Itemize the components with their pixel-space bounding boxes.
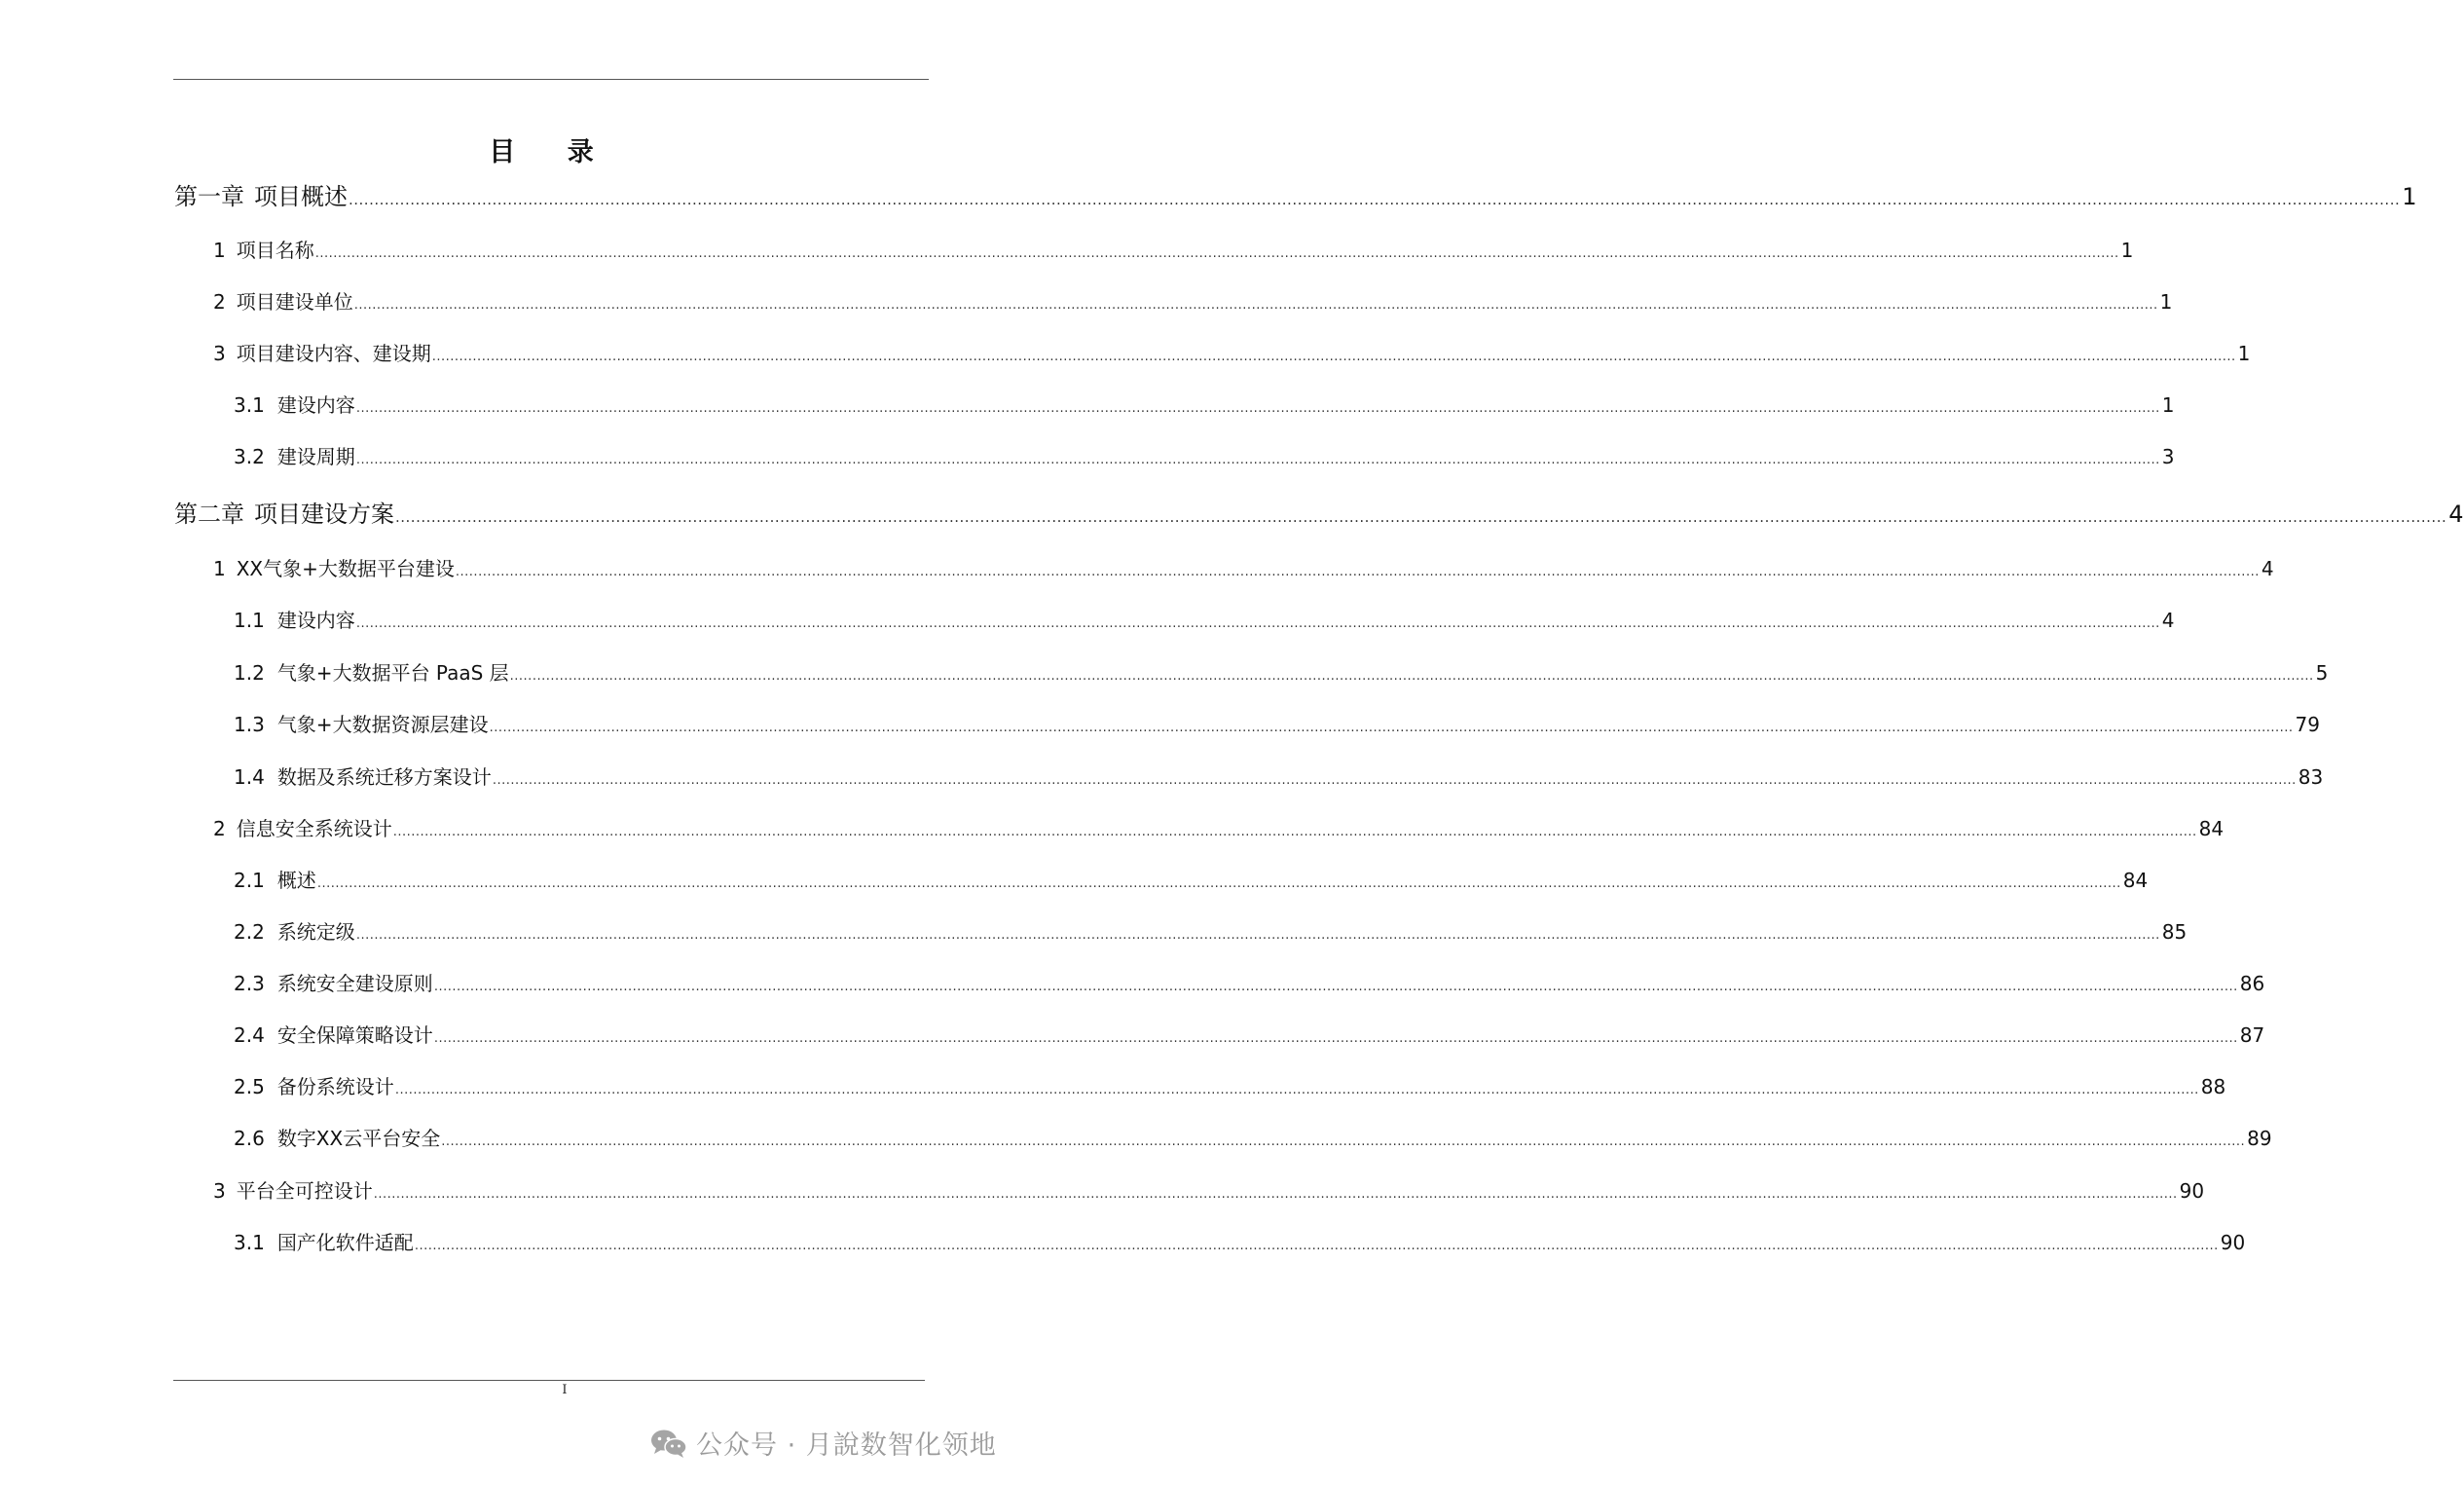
toc-entry-subsection[interactable] [234, 1227, 2246, 1255]
toc-dot-leader: ................................................................................................................................................................................................................................................................................................................................................................................................................ [373, 1187, 2178, 1202]
toc-entry-number: 1 [213, 239, 226, 262]
toc-entry-page: 89 [2247, 1127, 2272, 1150]
toc-entry-title: 信息安全系统设计 [236, 817, 392, 840]
toc-dot-leader: ................................................................................................................................................................................................................................................................................................................................................................................................................ [392, 825, 2197, 839]
toc-dot-leader: ................................................................................................................................................................................................................................................................................................................................................................................................................ [394, 1083, 2199, 1097]
toc-entry-page: 3 [2161, 445, 2175, 468]
toc-dot-leader: ................................................................................................................................................................................................................................................................................................................................................................................................................ [489, 721, 2294, 735]
toc-entry-page: 88 [2200, 1075, 2226, 1098]
toc-entry-title: 国产化软件适配 [276, 1231, 414, 1254]
toc-entry-number: 2 [213, 290, 226, 314]
toc-entry-title: 数据及系统迁移方案设计 [276, 765, 492, 789]
toc-entry-title: 气象+大数据平台 PaaS 层 [276, 661, 509, 685]
toc-entry-section[interactable] [213, 338, 2251, 366]
toc-entry-number: 1 [213, 557, 226, 580]
toc-entry-number: 第二章 [174, 501, 244, 528]
toc-entry-subsection[interactable] [234, 657, 2329, 686]
toc-entry-title: 项目名称 [236, 239, 314, 262]
toc-entry-number: 3.1 [234, 393, 265, 417]
toc-entry-section[interactable] [213, 1175, 2205, 1204]
toc-dot-leader: ................................................................................................................................................................................................................................................................................................................................................................................................................ [431, 350, 2236, 364]
header-rule [173, 79, 929, 80]
toc-entry-page: 1 [2120, 239, 2134, 262]
toc-entry-title: XX气象+大数据平台建设 [236, 557, 455, 580]
toc-dot-leader: ................................................................................................................................................................................................................................................................................................................................................................................................................ [414, 1239, 2219, 1253]
toc-entry-subsection[interactable] [234, 1071, 2226, 1099]
toc-entry-number: 3 [213, 1179, 226, 1203]
toc-entry-page: 85 [2161, 920, 2188, 944]
toc-dot-leader: ................................................................................................................................................................................................................................................................................................................................................................................................................ [441, 1134, 2246, 1149]
toc-entry-title: 项目概述 [254, 183, 348, 210]
toc-entry-title: 项目建设单位 [236, 290, 353, 314]
toc-entry-number: 2.5 [234, 1075, 265, 1098]
toc-entry-number: 第一章 [174, 183, 244, 210]
toc-entry-page: 84 [2122, 869, 2149, 892]
toc-entry-number: 2.3 [234, 972, 265, 995]
toc-entry-title: 概述 [276, 869, 316, 892]
toc-dot-leader: ................................................................................................................................................................................................................................................................................................................................................................................................................ [353, 298, 2158, 313]
toc-entry-title: 气象+大数据资源层建设 [276, 713, 489, 736]
toc-entry-number: 1.3 [234, 713, 265, 736]
toc-title: 目 录 [489, 137, 615, 167]
toc-entry-number: 2.6 [234, 1127, 265, 1150]
toc-dot-leader: ................................................................................................................................................................................................................................................................................................................................................................................................................ [492, 773, 2297, 788]
page-number: I [562, 1383, 568, 1397]
toc-entry-title: 平台全可控设计 [236, 1179, 373, 1203]
toc-entry-page: 90 [2220, 1231, 2246, 1254]
toc-entry-subsection[interactable] [234, 1020, 2265, 1048]
toc-entry-subsection[interactable] [234, 865, 2149, 893]
toc-entry-subsection[interactable] [234, 1123, 2272, 1151]
toc-entry-number: 3.2 [234, 445, 265, 468]
toc-entry-subsection[interactable] [234, 605, 2175, 633]
toc-entry-subsection[interactable] [234, 441, 2175, 469]
toc-entry-number: 3.1 [234, 1231, 265, 1254]
toc-entry-page: 84 [2198, 817, 2225, 840]
toc-entry-section[interactable] [213, 286, 2173, 315]
toc-entry-page: 83 [2298, 765, 2324, 789]
toc-entry-number: 1.2 [234, 661, 265, 685]
wechat-icon [649, 1428, 688, 1459]
toc-entry-page: 4 [2261, 557, 2274, 580]
toc-entry-subsection[interactable] [234, 968, 2265, 996]
toc-entry-subsection[interactable] [234, 762, 2324, 790]
watermark [649, 1424, 997, 1462]
toc-entry-number: 1.4 [234, 765, 265, 789]
toc-entry-title: 项目建设内容、建设期 [236, 342, 431, 365]
toc-entry-number: 2.4 [234, 1023, 265, 1047]
toc-dot-leader: ................................................................................................................................................................................................................................................................................................................................................................................................................ [433, 1031, 2238, 1046]
toc-entry-chapter[interactable] [174, 495, 2464, 529]
toc-dot-leader: ................................................................................................................................................................................................................................................................................................................................................................................................................ [395, 508, 2447, 526]
toc-entry-number: 1.1 [234, 609, 265, 632]
toc-entry-page: 1 [2161, 393, 2175, 417]
toc-dot-leader: ................................................................................................................................................................................................................................................................................................................................................................................................................ [433, 980, 2238, 994]
toc-entry-section[interactable] [213, 813, 2225, 841]
toc-entry-title: 建设内容 [276, 393, 355, 417]
toc-entry-title: 建设内容 [276, 609, 355, 632]
toc-entry-title: 备份系统设计 [276, 1075, 394, 1098]
toc-entry-subsection[interactable] [234, 390, 2175, 418]
toc-dot-leader: ................................................................................................................................................................................................................................................................................................................................................................................................................ [355, 616, 2160, 631]
toc-entry-page: 86 [2239, 972, 2265, 995]
toc-entry-section[interactable] [213, 553, 2274, 581]
toc-entry-title: 建设周期 [276, 445, 355, 468]
toc-dot-leader: ................................................................................................................................................................................................................................................................................................................................................................................................................ [355, 928, 2160, 943]
toc-dot-leader: ................................................................................................................................................................................................................................................................................................................................................................................................................ [316, 876, 2121, 891]
toc-entry-subsection[interactable] [234, 709, 2320, 737]
toc-dot-leader: ................................................................................................................................................................................................................................................................................................................................................................................................................ [314, 246, 2119, 261]
toc-entry-subsection[interactable] [234, 916, 2188, 945]
toc-entry-chapter[interactable] [174, 177, 2417, 211]
toc-entry-title: 系统安全建设原则 [276, 972, 433, 995]
toc-entry-title: 安全保障策略设计 [276, 1023, 433, 1047]
toc-entry-number: 3 [213, 342, 226, 365]
toc-dot-leader: ................................................................................................................................................................................................................................................................................................................................................................................................................ [455, 565, 2260, 579]
toc-dot-leader: ................................................................................................................................................................................................................................................................................................................................................................................................................ [349, 191, 2401, 208]
toc-dot-leader: ................................................................................................................................................................................................................................................................................................................................................................................................................ [509, 669, 2314, 684]
toc-entry-page: 5 [2315, 661, 2329, 685]
toc-entry-page: 4 [2448, 501, 2464, 528]
toc-entry-page: 1 [2159, 290, 2173, 314]
toc-entry-number: 2.2 [234, 920, 265, 944]
toc-dot-leader: ................................................................................................................................................................................................................................................................................................................................................................................................................ [355, 453, 2160, 467]
toc-entry-page: 1 [2237, 342, 2251, 365]
toc-entry-number: 2 [213, 817, 226, 840]
footer-rule [173, 1380, 925, 1381]
toc-entry-page: 4 [2161, 609, 2175, 632]
toc-entry-number: 2.1 [234, 869, 265, 892]
toc-entry-page: 79 [2295, 713, 2320, 736]
toc-dot-leader: ................................................................................................................................................................................................................................................................................................................................................................................................................ [355, 401, 2160, 416]
toc-entry-title: 项目建设方案 [254, 501, 394, 528]
toc-entry-title: 系统定级 [276, 920, 355, 944]
toc-entry-title: 数字XX云平台安全 [276, 1127, 441, 1150]
toc-entry-section[interactable] [213, 235, 2134, 263]
toc-entry-page: 90 [2179, 1179, 2205, 1203]
toc-entry-page: 87 [2239, 1023, 2265, 1047]
toc-entry-page: 1 [2402, 183, 2417, 210]
watermark-text: 公众号 · 月說数智化领地 [696, 1430, 997, 1461]
